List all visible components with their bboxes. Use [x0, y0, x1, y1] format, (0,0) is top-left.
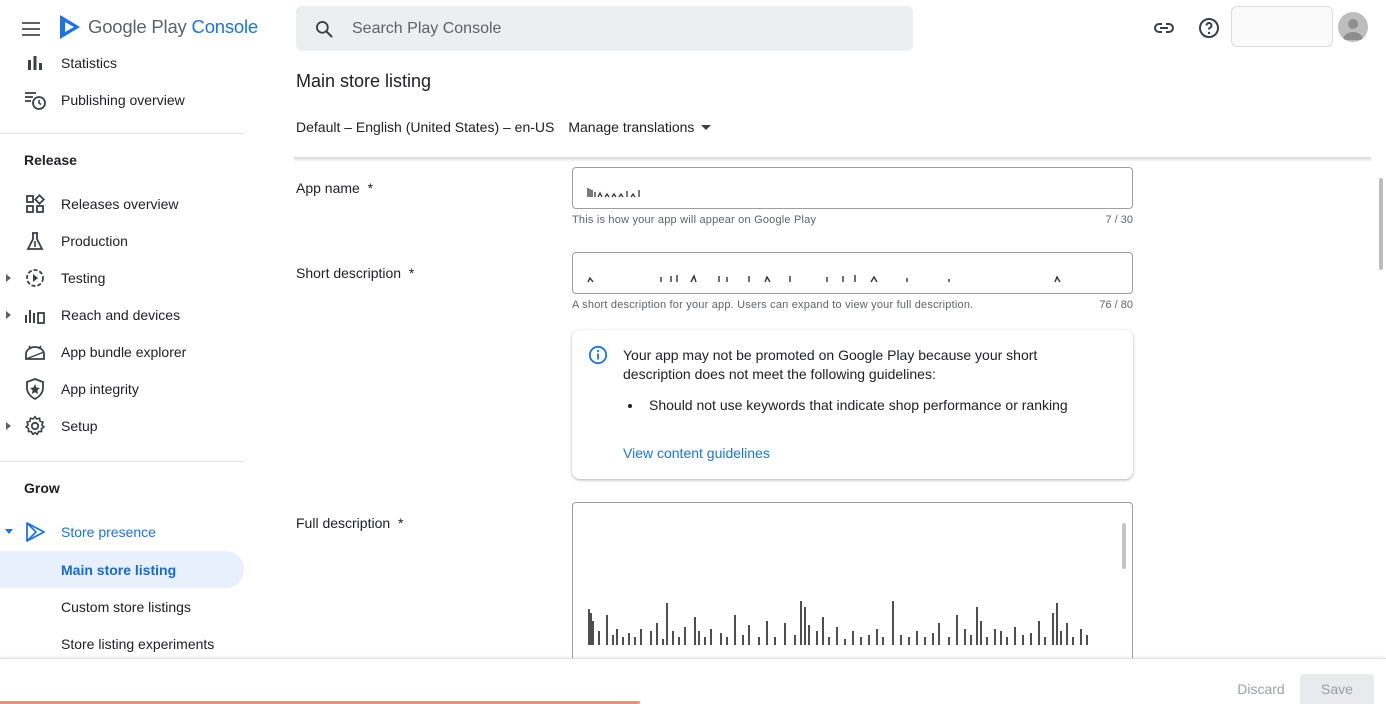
sidebar-item-label: Reach and devices: [61, 306, 181, 323]
play-console-logo-icon: [58, 14, 82, 40]
required-marker: *: [408, 265, 415, 281]
sidebar-item-testing[interactable]: [0, 259, 244, 296]
bottom-action-bar: [0, 658, 1386, 704]
testing-clock-icon: [24, 267, 46, 289]
sidebar-item-label: Custom store listings: [61, 598, 191, 615]
app-name-input[interactable]: [572, 167, 1133, 209]
full-description-label: [296, 515, 403, 531]
short-description-counter: 76 / 80: [1099, 299, 1133, 311]
sidebar-item-label: Publishing overview: [61, 91, 185, 108]
search-bar[interactable]: [296, 6, 913, 51]
sidebar-item-statistics[interactable]: [0, 44, 244, 81]
sidebar-item-label: Statistics: [61, 54, 118, 71]
discard-button[interactable]: Discard: [1237, 681, 1285, 697]
page-scrollbar[interactable]: [1379, 178, 1383, 270]
short-description-helper: A short description for your app. Users can expand to view your full description.: [572, 299, 974, 311]
full-description-label-text: Full description: [296, 515, 391, 531]
play-console-logo[interactable]: [58, 14, 258, 40]
app-name-label: [296, 180, 373, 196]
app-name-counter: 7 / 30: [1105, 214, 1133, 226]
manage-translations-dropdown[interactable]: [568, 119, 711, 135]
header-divider: [294, 157, 1371, 159]
logo-wordmark: [88, 16, 258, 38]
required-marker: *: [397, 515, 404, 531]
dropdown-arrow-icon: [701, 125, 711, 130]
default-language: Default – English (United States) – en-US: [296, 119, 555, 135]
sidebar-item-app-integrity[interactable]: [0, 370, 244, 407]
redacted-text-icon: [587, 273, 1067, 283]
short-description-input[interactable]: [572, 252, 1133, 294]
guideline-warning-card: [572, 330, 1133, 479]
warning-message: Your app may not be promoted on Google Play because your short description does not meet the following guidelines:: [623, 347, 1038, 382]
search-icon: [314, 19, 334, 39]
app-name-label-text: App name: [296, 180, 360, 196]
help-icon[interactable]: [1197, 16, 1221, 40]
bullet-dot: [628, 404, 632, 408]
language-bar: [296, 119, 711, 135]
play-triangle-icon: [24, 521, 46, 543]
sidebar-item-publishing-overview[interactable]: [0, 81, 244, 118]
developer-account-switcher[interactable]: [1231, 6, 1333, 47]
sidebar-item-custom-store-listings[interactable]: [0, 588, 244, 625]
production-flask-icon: [24, 230, 46, 252]
sidebar-item-label: Setup: [61, 417, 98, 434]
dashboard-grid-icon: [24, 193, 46, 215]
release-section-heading: Release: [24, 152, 77, 168]
required-marker: *: [367, 180, 374, 196]
reach-chart-icon: [24, 304, 46, 326]
hamburger-menu-icon[interactable]: [22, 16, 48, 42]
avatar-person-icon: [1338, 12, 1368, 42]
redacted-text-icon: [587, 601, 1092, 647]
manage-translations-label: Manage translations: [568, 119, 695, 135]
sidebar-item-production[interactable]: [0, 222, 244, 259]
sidebar-item-reach-and-devices[interactable]: [0, 296, 244, 333]
sidebar-item-app-bundle-explorer[interactable]: [0, 333, 244, 370]
sidebar-item-label: Store listing experiments: [61, 635, 215, 652]
redacted-text-icon: [587, 186, 647, 198]
collapse-caret-icon[interactable]: [5, 529, 13, 534]
sidebar-nav: [0, 44, 244, 658]
sidebar-divider: [0, 133, 244, 134]
full-description-textarea[interactable]: [572, 502, 1133, 662]
sidebar-item-label: Store presence: [61, 523, 156, 540]
sidebar-item-label: App bundle explorer: [61, 343, 187, 360]
sidebar-item-main-store-listing[interactable]: [0, 551, 244, 588]
sidebar-item-store-listing-experiments[interactable]: [0, 625, 244, 658]
sidebar-item-label: Releases overview: [61, 195, 179, 212]
logo-suffix: Console: [191, 16, 259, 37]
sidebar-item-store-presence[interactable]: [0, 513, 244, 550]
logo-prefix: Google Play: [88, 16, 187, 37]
search-input[interactable]: [352, 20, 872, 38]
warning-bullet: Should not use keywords that indicate shop performance or ranking: [649, 397, 1068, 413]
info-icon: [588, 345, 608, 365]
grow-section-heading: Grow: [24, 480, 60, 496]
gear-icon: [24, 415, 46, 437]
sidebar-item-releases-overview[interactable]: [0, 185, 244, 222]
expand-caret-icon[interactable]: [6, 311, 11, 319]
expand-caret-icon[interactable]: [6, 274, 11, 282]
sidebar-divider: [0, 461, 244, 462]
avatar[interactable]: [1338, 12, 1368, 42]
publishing-clock-icon: [24, 89, 46, 111]
shield-check-icon: [24, 378, 46, 400]
android-bundle-icon: [24, 341, 46, 363]
sidebar-item-label: Production: [61, 232, 128, 249]
sidebar-item-label: Testing: [61, 269, 106, 286]
page-title: Main store listing: [296, 71, 432, 91]
textarea-scrollbar[interactable]: [1122, 523, 1126, 569]
bar-chart-icon: [24, 52, 46, 74]
app-name-helper: This is how your app will appear on Google Play: [572, 214, 817, 226]
save-button[interactable]: Save: [1300, 674, 1374, 704]
link-icon[interactable]: [1152, 16, 1176, 40]
short-description-label-text: Short description: [296, 265, 402, 281]
short-description-label: [296, 265, 414, 281]
sidebar-item-label: Main store listing: [61, 561, 177, 578]
expand-caret-icon[interactable]: [6, 422, 11, 430]
sidebar-item-label: App integrity: [61, 380, 139, 397]
view-content-guidelines-link[interactable]: View content guidelines: [623, 445, 770, 461]
sidebar-item-setup[interactable]: [0, 407, 244, 444]
